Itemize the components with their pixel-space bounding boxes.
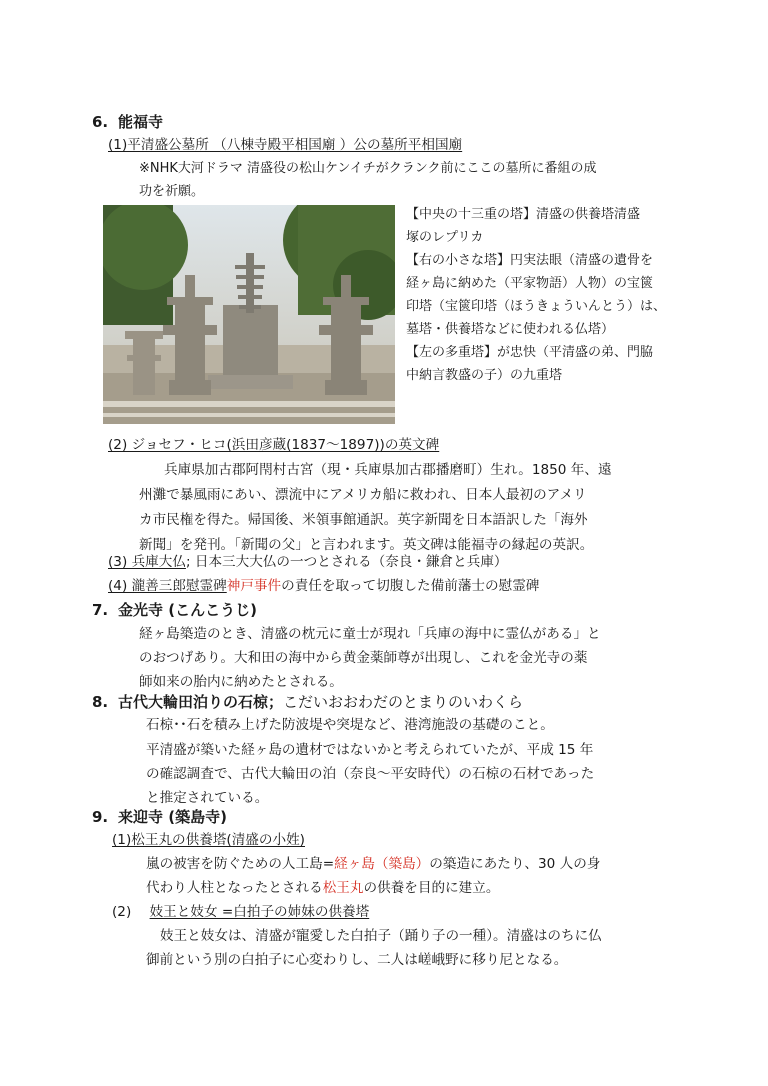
section-6-sub2-para-line1: 兵庫県加古郡阿閇村古宮（現・兵庫県加古郡播磨町）生れ。1850 年、遠 <box>164 462 612 478</box>
section-6-sub2-para-line2: 州灘で暴風雨にあい、漂流中にアメリカ船に救われ、日本人最初のアメリ <box>139 487 587 503</box>
photo-caption-line5: 印塔（宝篋印塔（ほうきょういんとう）は、 <box>406 299 667 314</box>
section-9-sub1: (1)松王丸の供養塔(清盛の小姓) <box>112 832 305 848</box>
section-8-para-line1: 石椋･･石を積み上げた防波堤や突堤など、港湾施設の基礎のこと。 <box>146 717 554 733</box>
section-9-sub1-highlight-name: 松王丸 <box>322 880 364 896</box>
section-6-sub4-text: の責任を取って切腹した備前藩士の慰霊碑 <box>281 578 540 594</box>
section-6-sub1: (1)平清盛公墓所 （八棟寺殿平相国廟 ）公の墓所平相国廟 <box>108 137 463 153</box>
section-7-number: 7. <box>92 601 109 619</box>
section-6-number: 6. <box>92 113 109 131</box>
section-9-sub2-title: 妓王と妓女 =白拍子の姉妹の供養塔 <box>149 904 370 920</box>
section-8-heading <box>118 693 523 711</box>
photo-caption-line2: 塚のレプリカ <box>406 230 484 245</box>
section-6-sub3 <box>108 554 508 570</box>
photo-caption-line8: 中納言教盛の子）の九重塔 <box>406 368 563 383</box>
section-8-number: 8. <box>92 693 109 711</box>
section-6-sub3-heading: (3) 兵庫大仏 <box>108 554 186 570</box>
section-9-sub2-number: (2) <box>112 904 132 920</box>
photo-caption-line7: 【左の多重塔】が忠快（平清盛の弟、門脇 <box>406 345 654 360</box>
section-6-sub2: (2) ジョセフ・ヒコ(浜田彦蔵(1837～1897))の英文碑 <box>108 437 440 453</box>
section-7-para-line1: 経ヶ島築造のとき、清盛の枕元に童士が現れ「兵庫の海中に霊仏がある」と <box>139 626 601 642</box>
section-9-sub1-highlight-island: 経ヶ島（築島） <box>334 856 430 872</box>
section-7-title: 金光寺 (こんこうじ) <box>118 601 257 619</box>
section-8-para-line4: と推定されている。 <box>146 790 269 806</box>
section-8-para-line3: の確認調査で、古代大輪田の泊（奈良～平安時代）の石椋の石材であった <box>146 766 595 782</box>
section-8-title: 古代大輪田泊りの石椋； <box>118 693 284 711</box>
section-9-sub1-para-line1 <box>146 856 600 872</box>
section-7-para-line3: 師如来の胎内に納めたとされる。 <box>139 674 343 690</box>
section-6-sub2-para-line3: カ市民権を得た。帰国後、米領事館通訳。英字新聞を日本語訳した「海外 <box>139 512 588 528</box>
section-9-sub1-text-b: の築造にあたり、30 人の身 <box>429 856 601 872</box>
section-9-title: 来迎寺 (築島寺) <box>118 808 227 826</box>
section-9-sub2 <box>112 904 369 920</box>
section-9-sub1-para-line2 <box>146 880 499 896</box>
section-9-sub1-text-d: の供養を目的に建立。 <box>363 880 500 896</box>
section-6-note-line2: 功を祈願。 <box>139 184 205 199</box>
tomb-pagodas-photo <box>103 205 395 424</box>
section-9-sub2-para-line1: 妓王と妓女は、清盛が寵愛した白拍子（踊り子の一種）。清盛はのちに仏 <box>160 928 602 944</box>
section-6-sub4-heading: (4) 瀧善三郎慰霊碑 <box>108 578 227 594</box>
section-9-sub1-text-a: 嵐の被害を防ぐための人工島= <box>146 856 335 872</box>
section-6-sub2-para-line4: 新聞」を発刊。「新聞の父」と言われます。英文碑は能福寺の縁起の英訳。 <box>139 537 594 553</box>
section-6-sub4 <box>108 578 539 594</box>
section-9-sub2-para-line2: 御前という別の白拍子に心変わりし、二人は嵯峨野に移り尼となる。 <box>146 952 568 968</box>
section-7-para-line2: のおつげあり。大和田の海中から黄金薬師尊が出現し、これを金光寺の薬 <box>139 650 588 666</box>
section-9-sub1-text-c: 代わり人柱となったとされる <box>146 880 323 896</box>
section-8-title-reading: こだいおおわだのとまりのいわくら <box>283 693 524 711</box>
photo-caption-line4: 経ヶ島に納めた（平家物語）人物）の宝篋 <box>406 276 654 291</box>
section-6-title: 能福寺 <box>118 113 164 131</box>
photo-caption-line1: 【中央の十三重の塔】清盛の供養塔清盛 <box>406 207 641 222</box>
photo-caption-line6: 墓塔・供養塔などに使われる仏塔） <box>406 322 615 337</box>
photo-caption-line3: 【右の小さな塔】円実法眼（清盛の遺骨を <box>406 253 654 268</box>
section-8-para-line2: 平清盛が築いた経ヶ島の遺材ではないかと考えられていたが、平成 15 年 <box>146 742 594 758</box>
section-6-note-line1: ※NHK大河ドラマ 清盛役の松山ケンイチがクランク前にここの墓所に番組の成 <box>139 161 597 176</box>
section-6-sub3-text: ; 日本三大大仏の一つとされる（奈良・鎌倉と兵庫） <box>185 554 508 570</box>
section-9-number: 9. <box>92 808 109 826</box>
section-6-sub4-highlight: 神戸事件 <box>226 578 282 594</box>
